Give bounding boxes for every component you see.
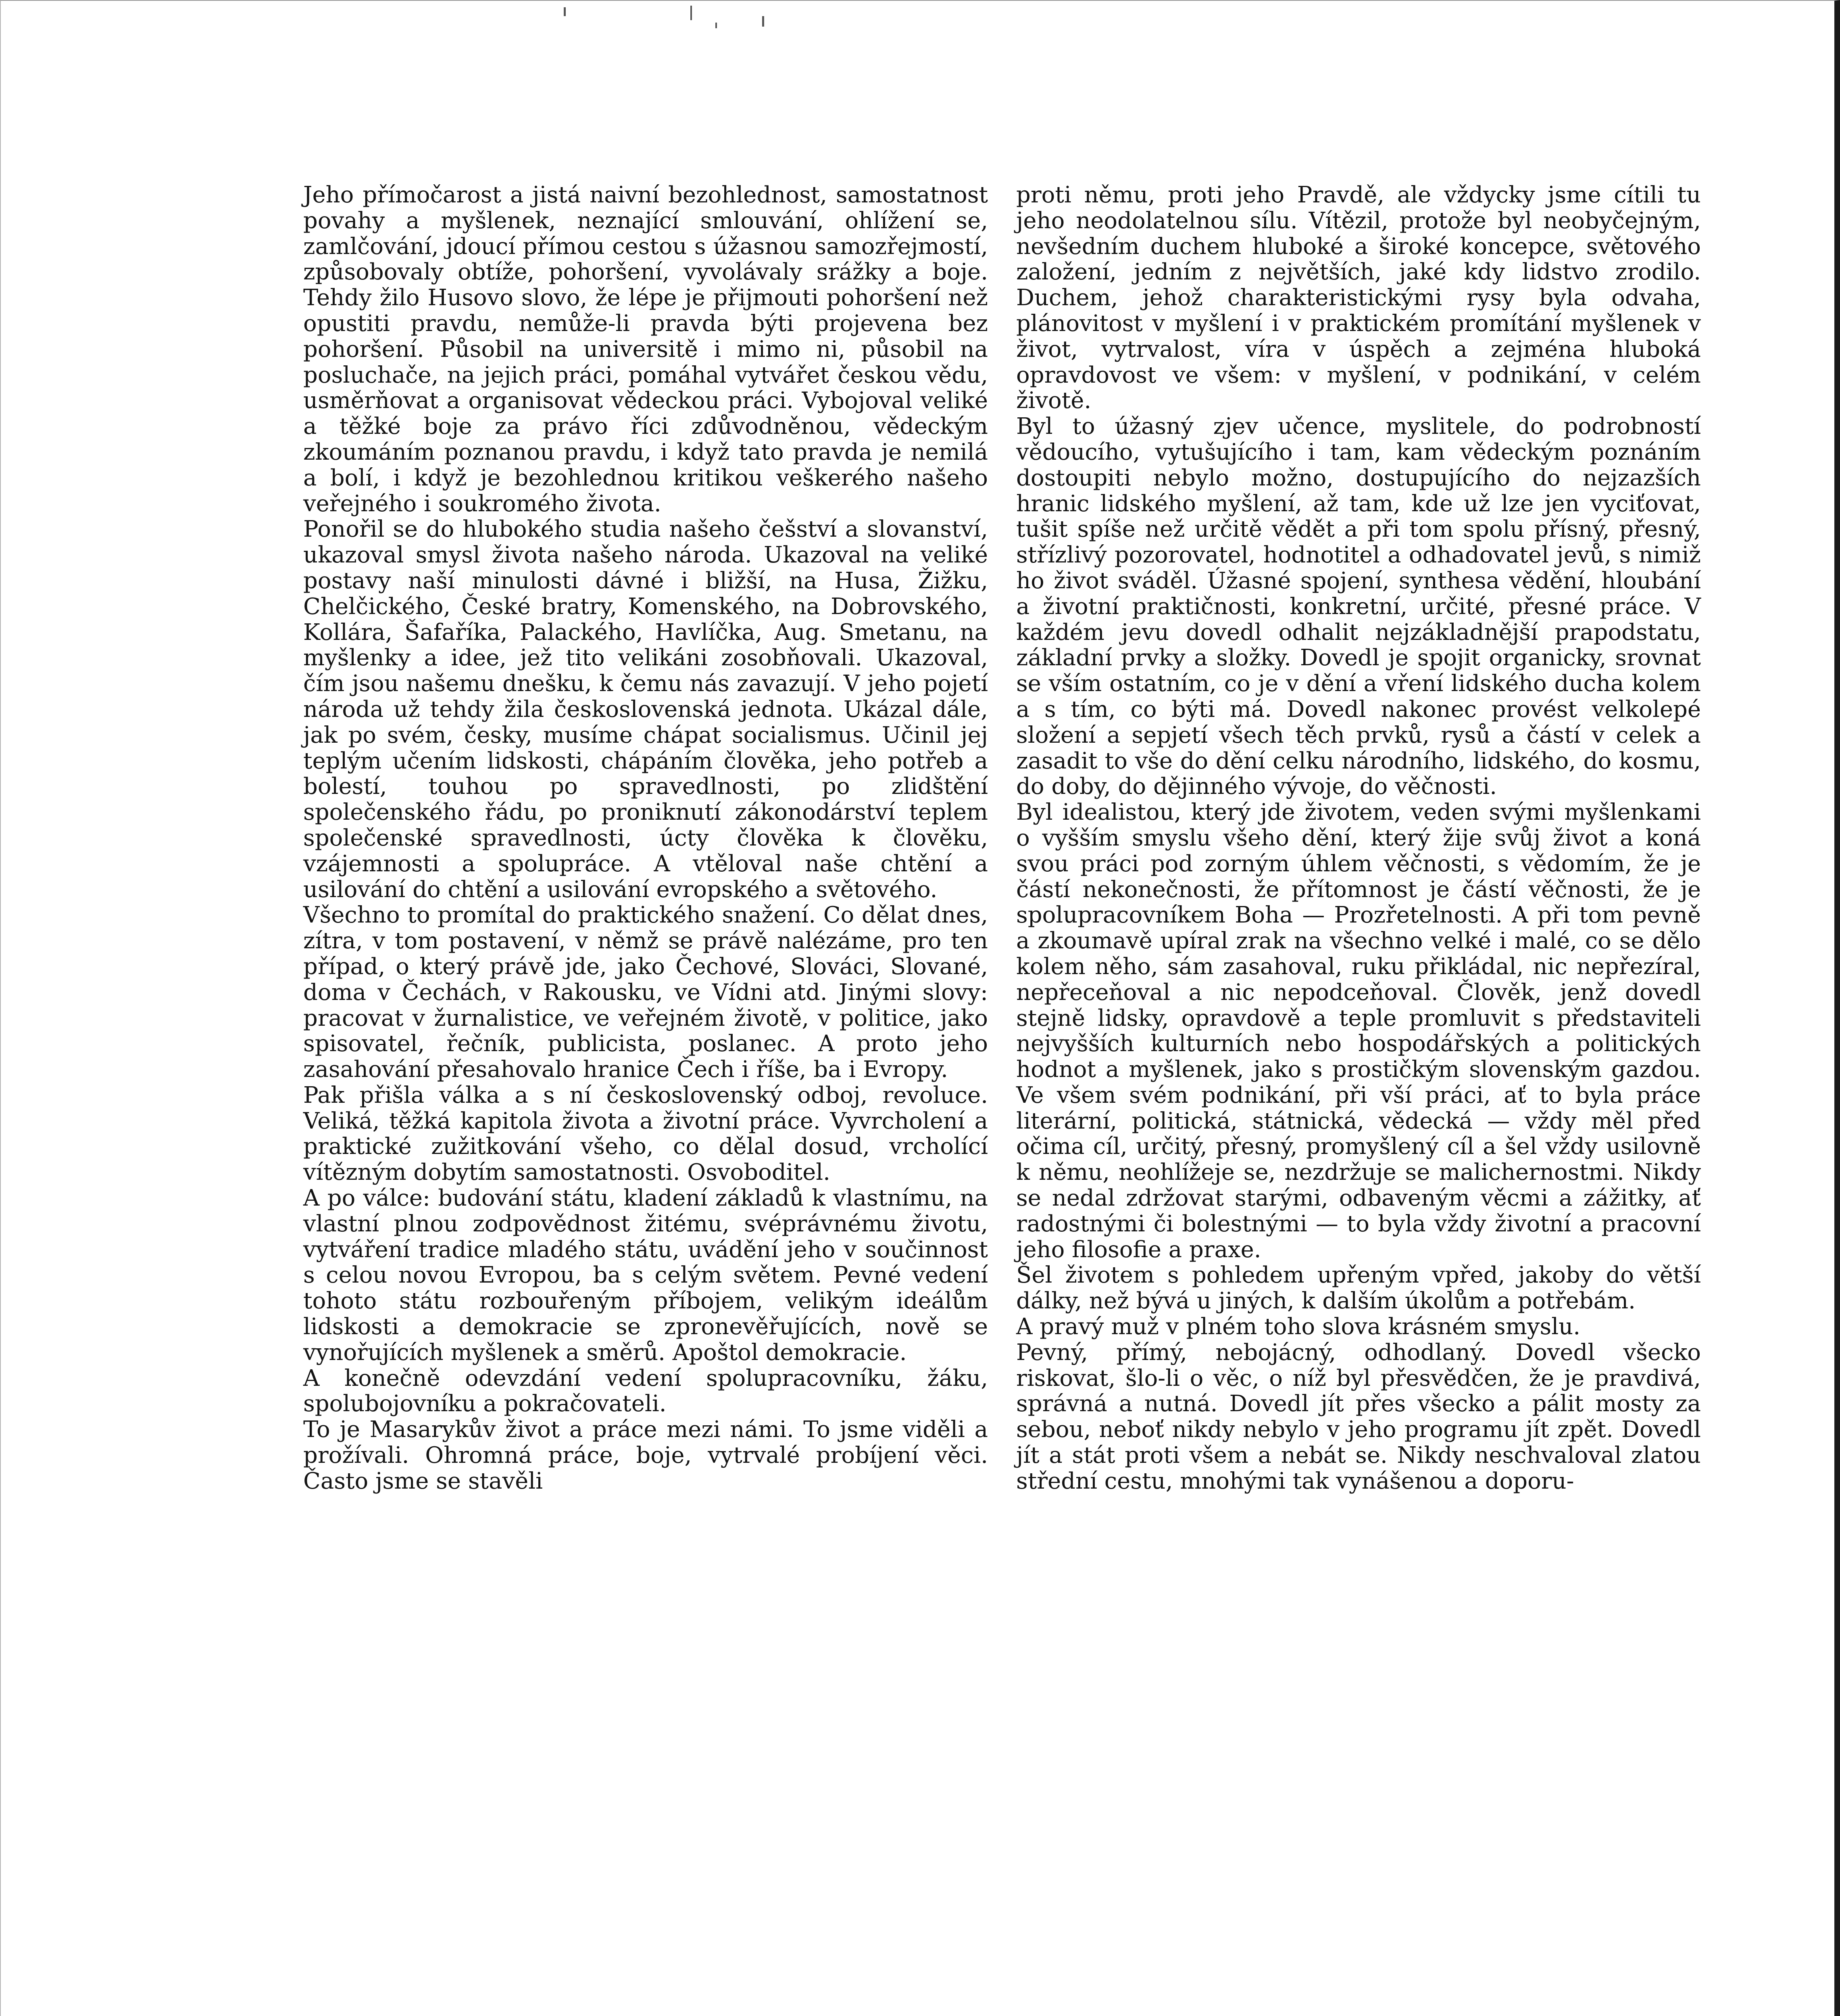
paragraph: proti němu, proti jeho Pravdě, ale vždycky jsme cítili tu jeho neodolatelnou sílu. Vítězil, protože byl neobyčejným, nevšedním duchem hluboké a široké koncepce, světového založení, jedním z největších, jaké kdy lidstvo zrodilo. Duchem, jehož charakteristickými rysy byla odvaha, plánovitost v myšlení i v praktickém promítání myšlenek v život, vytrvalost, víra v úspěch a zejména hluboká opravdovost ve všem: v myšlení, v podnikání, v celém životě. (1016, 182, 1701, 414)
paragraph: To je Masarykův život a práce mezi námi. To jsme viděli a prožívali. Ohromná práce, boje, vytrvalé probíjení věci. Často jsme se stavěli (303, 1416, 988, 1494)
paragraph: Jeho přímočarost a jistá naivní bezohlednost, samostatnost povahy a myšlenek, neznající smlouvání, ohlížení se, zamlčování, jdoucí přímou cestou s úžasnou samozřejmostí, způsobovaly obtíže, pohoršení, vyvolávaly srážky a boje. Tehdy žilo Husovo slovo, že lépe je přijmouti pohoršení než opustiti pravdu, nemůže-li pravda býti projevena bez pohoršení. Působil na universitě i mimo ni, působil na posluchače, na jejich práci, pomáhal vytvářet českou vědu, usměrňovat a organisovat vědeckou práci. Vybojoval veliké a těžké boje za právo říci zdůvodněnou, vědeckým zkoumáním poznanou pravdu, i když tato pravda je nemilá a bolí, i když je bezohlednou kritikou veškerého našeho veřejného i soukromého života. (303, 182, 988, 517)
scan-mark (715, 23, 717, 28)
paragraph: Byl to úžasný zjev učence, myslitele, do podrobností vědoucího, vytušujícího i tam, kam vědeckým poznáním dostoupiti nebylo možno, dostupujícího do nejzazších hranic lidského myšlení, až tam, kde už lze jen vyciťovat, tušit spíše než určitě vědět a při tom spolu přísný, přesný, střízlivý pozorovatel, hodnotitel a odhadovatel jevů, s nimiž ho život sváděl. Úžasné spojení, synthesa vědění, hloubání a životní praktičnosti, konkretní, určité, přesné práce. V každém jevu dovedl odhalit nejzákladnější prapodstatu, základní prvky a složky. Dovedl je spojit organicky, srovnat se vším ostatním, co je v dění a vření lidského ducha kolem a s tím, co býti má. Dovedl nakonec provést velkolepé složení a sepjetí všech těch prvků, rysů a částí v celek a zasadit to vše do dění celku národního, lidského, do kosmu, do doby, do dějinného vývoje, do věčnosti. (1016, 413, 1701, 800)
scan-mark (690, 6, 692, 20)
paragraph: Pak přišla válka a s ní československý odboj, revoluce. Veliká, těžká kapitola života a životní práce. Vyvrcholení a praktické zužitkování všeho, co dělal dosud, vrcholící vítězným dobytím samostatnosti. Osvoboditel. (303, 1082, 988, 1186)
paragraph: Všechno to promítal do praktického snažení. Co dělat dnes, zítra, v tom postavení, v němž se právě nalézáme, pro ten případ, o který právě jde, jako Čechové, Slováci, Slované, doma v Čechách, v Rakousku, ve Vídni atd. Jinými slovy: pracovat v žurnalistice, ve veřejném životě, v politice, jako spisovatel, řečník, publicista, poslanec. A proto jeho zasahování přesahovalo hranice Čech i říše, ba i Evropy. (303, 902, 988, 1083)
left-column (303, 182, 988, 1494)
paragraph: A konečně odevzdání vedení spolupracovníku, žáku, spolubojovníku a pokračovateli. (303, 1365, 988, 1417)
paragraph: A pravý muž v plném toho slova krásném smyslu. (1016, 1314, 1581, 1340)
paragraph: Pevný, přímý, nebojácný, odhodlaný. Dovedl všecko riskovat, šlo-li o věc, o níž byl přesvědčen, že je pravdivá, správná a nutná. Dovedl jít přes všecko a pálit mosty za sebou, neboť nikdy nebylo v jeho programu jít zpět. Dovedl jít a stát proti všem a nebát se. Nikdy neschvaloval zlatou střední cestu, mnohými tak vynášenou a doporu- (1016, 1339, 1701, 1494)
right-column (1016, 182, 1701, 1494)
scan-mark (564, 7, 566, 16)
scan-mark (762, 16, 764, 27)
paragraph: Šel životem s pohledem upřeným vpřed, jakoby do větší dálky, než bývá u jiných, k dalším úkolům a potřebám. (1016, 1262, 1701, 1314)
paragraph: Ponořil se do hlubokého studia našeho češství a slovanství, ukazoval smysl života našeho národa. Ukazoval na veliké postavy naší minulosti dávné i bližší, na Husa, Žižku, Chelčického, České bratry, Komenského, na Dobrovského, Kollára, Šafaříka, Palackého, Havlíčka, Aug. Smetanu, na myšlenky a idee, jež tito velikáni zosobňovali. Ukazoval, čím jsou našemu dnešku, k čemu nás zavazují. V jeho pojetí národa už tehdy žila československá jednota. Ukázal dále, jak po svém, česky, musíme chápat socialismus. Učinil jej teplým učením lidskosti, chápáním člověka, jeho potřeb a bolestí, touhou po spravedlnosti, po zlidštění společenského řádu, po proniknutí zákonodárství teplem společenské spravedlnosti, úcty člověka k člověku, vzájemnosti a spolupráce. A vtěloval naše chtění a usilování do chtění a usilování evropského a světového. (303, 516, 988, 903)
paragraph: Byl idealistou, který jde životem, veden svými myšlenkami o vyšším smyslu všeho dění, který žije svůj život a koná svou práci pod zorným úhlem věčnosti, s vědomím, že je částí nekonečnosti, že přítomnost je částí věčnosti, že je spolupracovníkem Boha — Prozřetelnosti. A při tom pevně a zkoumavě upíral zrak na všechno velké i malé, co se dělo kolem něho, sám zasahoval, ruku přikládal, nic nepřezíral, nepřeceňoval a nic nepodceňoval. Člověk, jenž dovedl stejně lidsky, opravdově a teple promluvit s představiteli nejvyšších kulturních nebo hospodářských a politických hodnot a myšlenek, jako s prostičkým slovenským gazdou. Ve všem svém podnikání, při vší práci, ať to byla práce literární, politická, státnická, vědecká — vždy měl před očima cíl, určitý, přesný, promyšlený cíl a šel vždy usilovně k němu, neohlížeje se, nezdržuje se malichernostmi. Nikdy se nedal zdržovat starými, odbaveným věcmi a zážitky, ať radostnými či bolestnými — to byla vždy životní a pracovní jeho filosofie a praxe. (1016, 799, 1701, 1263)
paragraph: A po válce: budování státu, kladení základů k vlastnímu, na vlastní plnou zodpovědnost žitému, svéprávnému životu, vytváření tradice mladého státu, uvádění jeho v součinnost s celou novou Evropou, ba s celým světem. Pevné vedení tohoto státu rozbouřeným příbojem, velikým ideálům lidskosti a demokracie se zpronevěřujících, nově se vynořujících myšlenek a směrů. Apoštol demokracie. (303, 1185, 988, 1366)
